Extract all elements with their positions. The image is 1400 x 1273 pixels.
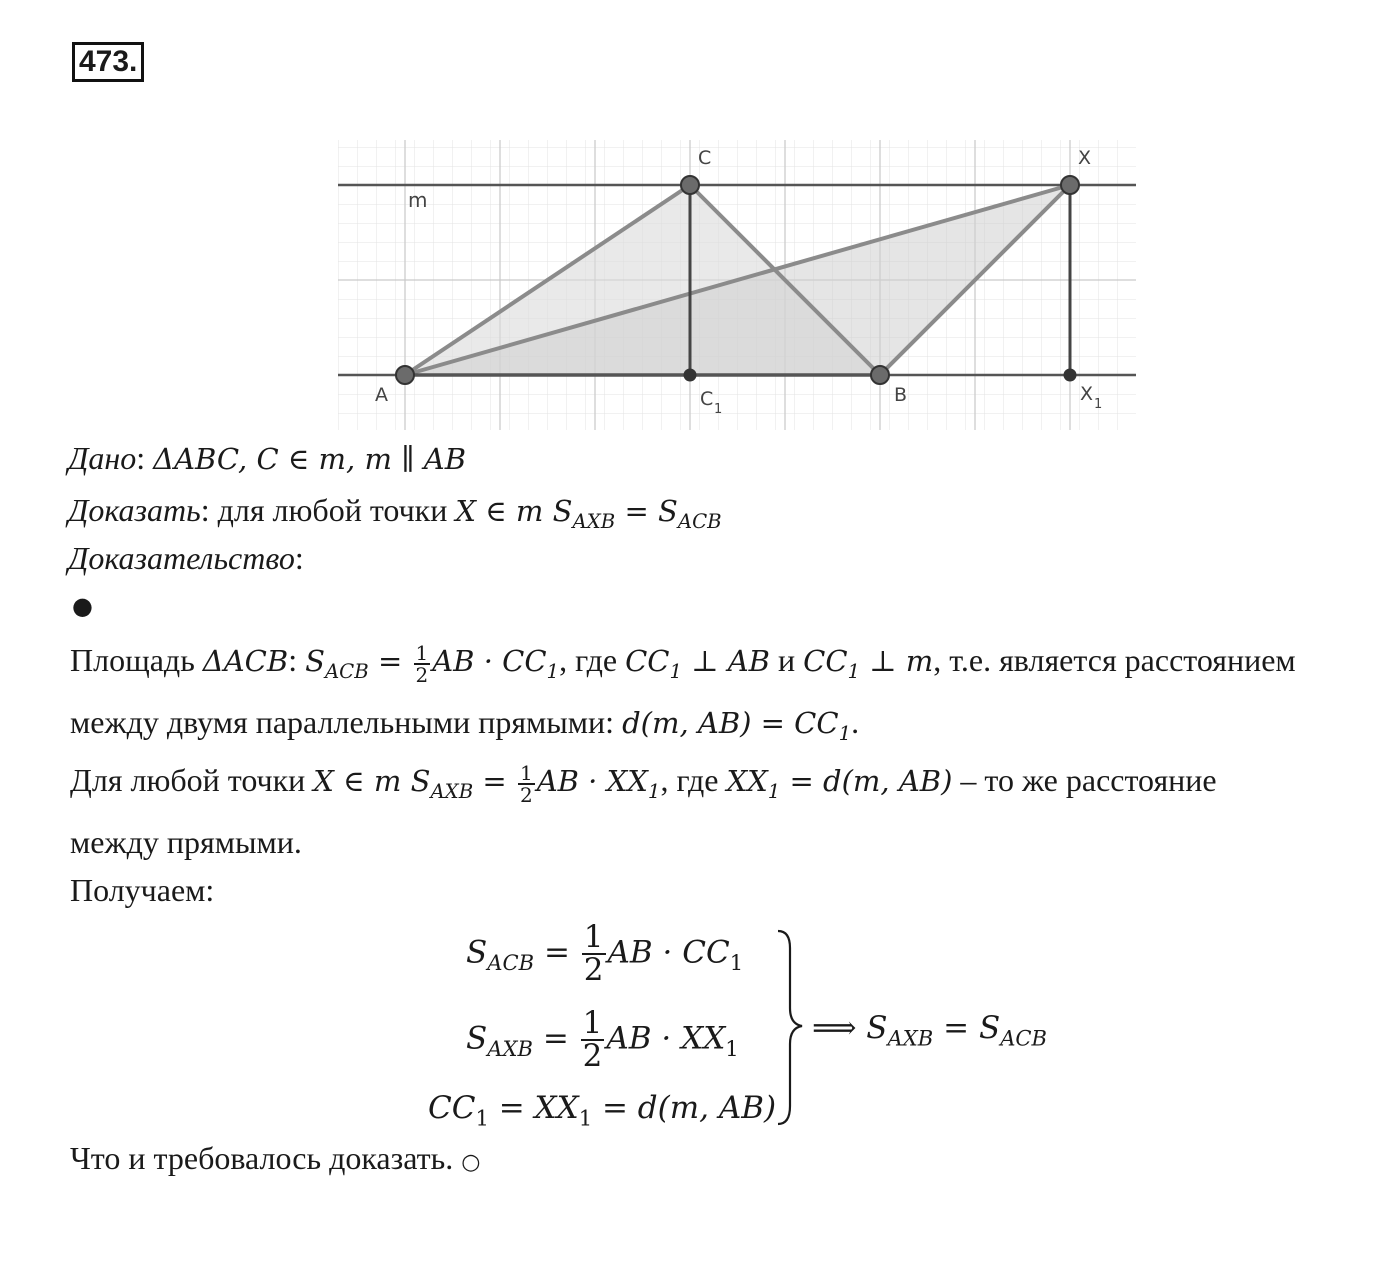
point-x [1061,176,1079,194]
right-brace [776,928,806,1128]
system-row-3: $CC_1 = XX_1 = d(m$, AB) [428,1090,777,1131]
given-condition: C ∈ m, m ∥ AB [256,442,467,476]
given-label: Дано [68,440,137,476]
fraction-half-2: $\frac{1}{2}$ [519,760,533,807]
paragraph-area-axb-line2: между прямыми. [70,824,302,860]
conclusion-line [70,1138,480,1183]
label-c1-sub: 1 [714,402,723,417]
label-c1: C [700,388,714,410]
fraction-half: $\frac{1}{2}$ [415,640,429,687]
point-c1 [684,369,697,382]
point-b [871,366,889,384]
given-colon: : [136,440,146,476]
prove-text: : для любой точки [200,492,456,528]
system-row-2: $S_{AXB}$ = $\frac{1}{2}$ AB · $XX_1$ [466,1005,739,1074]
given-triangle: ΔABC, [153,442,257,476]
bullet: ● [72,592,93,620]
point-x1 [1064,369,1077,382]
given-line [68,438,466,479]
prove-label: Доказать [68,492,201,528]
label-x1: X [1080,383,1094,405]
system-result: ⟹ $S_{AXB} = S_{ACB}$ [812,1010,1048,1051]
label-b: B [894,384,908,406]
prove-s1: $S_{AXB}$ [552,494,616,533]
label-x1-sub: 1 [1094,397,1103,412]
geometry-figure [338,140,1138,432]
label-m: m [408,188,428,212]
end-mark: ○ [461,1150,481,1175]
prove-line: Доказать: для любой точки X ∈ m $S_{AXB} = S_{ACB}$ [68,492,722,533]
proof-heading: Доказательство: [68,540,304,576]
paragraph-area-acb-line2: между двумя параллельными прямыми: d(m, $AB) = CC_1$. [70,704,860,745]
conclusion-text: Что и требовалось доказать. [70,1140,454,1176]
system-row-1: $S_{ACB}$ = $\frac{1}{2}$ AB · $CC_1$ [466,919,744,988]
label-a: A [375,384,388,406]
proof-label: Доказательство [68,540,295,576]
point-a [396,366,414,384]
prove-s2: $S_{ACB}$ [657,494,722,533]
paragraph-area-acb: Площадь ΔACB: $S_{ACB}$ = $\frac{1}{2}$ AB · $CC_1$, где $CC_1$ ⊥ AB и $CC_1$ ⊥ m, т.е. является расстоянием [70,640,1296,687]
get-line: Получаем: [70,872,215,908]
point-c [681,176,699,194]
prove-expr: X ∈ m [455,494,553,528]
paragraph-area-axb: Для любой точки X ∈ m $S_{AXB}$ = $\frac{1}{2}$ AB · $XX_1$, где $XX_1 = d(m$, AB) – то же расстояние [70,760,1217,807]
label-c: C [698,147,712,169]
label-x: X [1078,147,1092,169]
problem-number: 473. [72,42,144,82]
